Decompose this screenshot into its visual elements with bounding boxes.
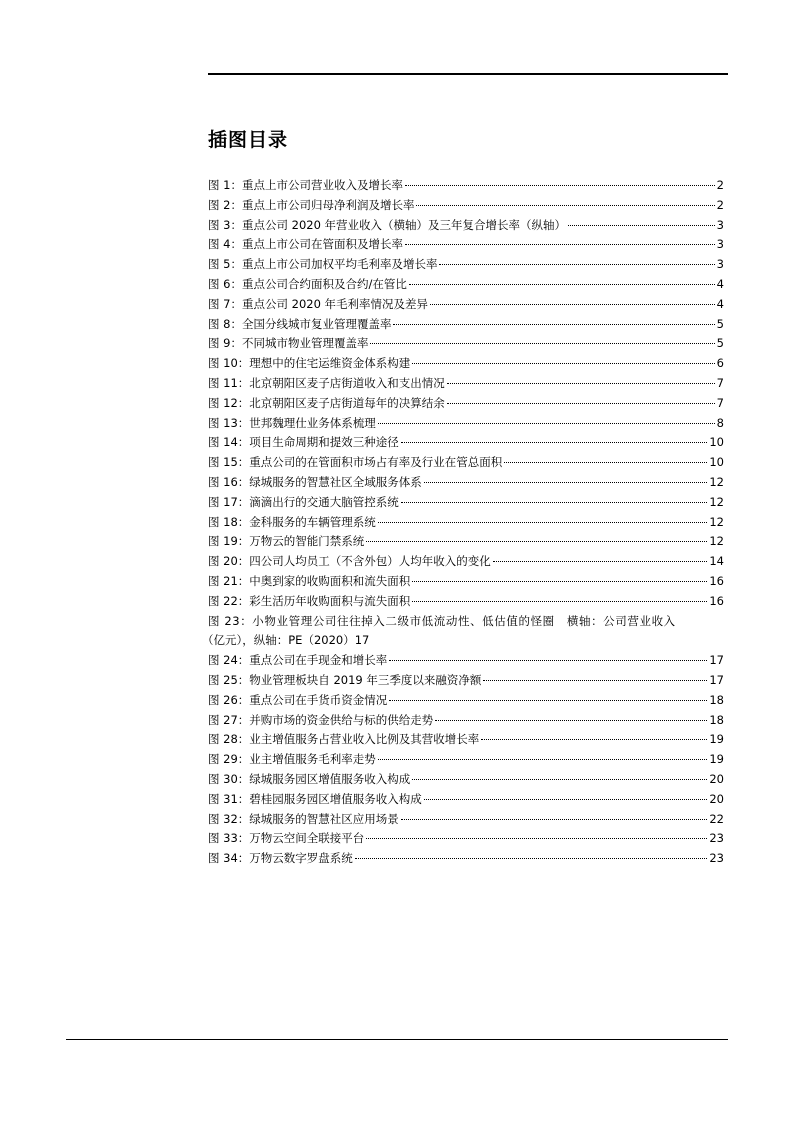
toc-entry-page: 17	[709, 653, 724, 668]
leader-dots	[389, 699, 707, 701]
toc-entry-page: 2	[716, 178, 724, 192]
toc-entry[interactable]	[208, 532, 724, 552]
toc-entry[interactable]	[208, 433, 724, 453]
toc-entry-label: 图 7：重点公司 2020 年毛利率情况及差异	[208, 296, 429, 311]
toc-entry-label: 图 19：万物云的智能门禁系统	[208, 534, 365, 549]
toc-entry[interactable]	[208, 216, 724, 236]
toc-entry[interactable]	[208, 651, 724, 671]
toc-entry-page: 5	[716, 336, 724, 351]
toc-entry-label: 图 8：全国分线城市复业管理覆盖率	[208, 316, 392, 331]
leader-dots	[568, 224, 715, 226]
bottom-rule	[66, 1039, 728, 1040]
toc-entry[interactable]	[208, 572, 724, 592]
toc-entry[interactable]	[208, 691, 724, 711]
toc-entry[interactable]	[208, 414, 724, 434]
toc-entry[interactable]	[208, 552, 724, 572]
leader-dots	[424, 798, 708, 800]
toc-entry-label: 图 17：滴滴出行的交通大脑管控系统	[208, 494, 399, 509]
leader-dots	[401, 501, 708, 503]
toc-entry-label: 图 3：重点公司 2020 年营业收入（横轴）及三年复合增长率（纵轴）	[208, 217, 567, 232]
toc-entry-page: 3	[716, 257, 724, 272]
leader-dots	[412, 778, 707, 780]
toc-entry-label: 图 20：四公司人均员工（不含外包）人均年收入的变化	[208, 554, 491, 569]
toc-entry-page: 18	[709, 692, 724, 707]
leader-dots	[493, 560, 708, 562]
toc-entry-page: 7	[716, 375, 724, 390]
toc-entry-page: 16	[709, 573, 724, 588]
toc-entry[interactable]	[208, 770, 724, 790]
toc-entry-label: 图 13：世邦魏理仕业务体系梳理	[208, 415, 376, 430]
toc-entry-label: 图 16：绿城服务的智慧社区全域服务体系	[208, 474, 422, 489]
toc-entry-label: 图 6：重点公司合约面积及合约/在管比	[208, 276, 407, 291]
leader-dots	[504, 461, 707, 463]
toc-entry-label: 图 33：万物云空间全联接平台	[208, 831, 365, 846]
leader-dots	[483, 679, 707, 681]
top-rule	[208, 73, 728, 75]
toc-entry-page: 12	[709, 514, 724, 529]
toc-entry-label: 图 14：项目生命周期和提效三种途径	[208, 435, 399, 450]
toc-entry[interactable]	[208, 849, 724, 869]
toc-entry-page: 5	[716, 316, 724, 331]
toc-entry[interactable]	[208, 275, 724, 295]
leader-dots	[378, 521, 708, 523]
toc-entry-label: 图 5：重点上市公司加权平均毛利率及增长率	[208, 257, 438, 272]
toc-entry-page: 23	[709, 851, 724, 866]
leader-dots	[393, 323, 714, 325]
toc-entry-label: 图 25：物业管理板块自 2019 年三季度以来融资净额	[208, 672, 482, 687]
toc-entry-label: 图 1：重点上市公司营业收入及增长率	[208, 178, 403, 192]
toc-entry-label: 图 23：小物业管理公司往往掉入二级市低流动性、低估值的怪圈 横轴：公司营业收入	[208, 613, 676, 628]
toc-entry-page: 12	[709, 474, 724, 489]
toc-entry-label: 图 30：绿城服务园区增值服务收入构成	[208, 771, 411, 786]
page-title: 插图目录	[208, 129, 289, 151]
toc-entry[interactable]	[208, 176, 724, 196]
leader-dots	[401, 818, 708, 820]
toc-entry-label: 图 4：重点上市公司在管面积及增长率	[208, 237, 403, 252]
toc-entry-page: 12	[709, 494, 724, 509]
toc-entry-label-cont: （亿元），纵轴：PE（2020）	[202, 633, 355, 648]
toc-entry-label: 图 31：碧桂园服务园区增值服务收入构成	[208, 791, 422, 806]
toc-entry-page: 7	[716, 395, 724, 410]
leader-dots	[430, 303, 715, 305]
toc-entry-label: 图 27：并购市场的资金供给与标的供给走势	[208, 712, 434, 727]
leader-dots	[405, 243, 715, 245]
toc-entry[interactable]	[208, 374, 724, 394]
toc-entry-page: 20	[709, 771, 724, 786]
toc-entry-label: 图 21：中奥到家的收购面积和流失面积	[208, 573, 411, 588]
toc-entry[interactable]	[208, 829, 724, 849]
toc-entry[interactable]	[208, 730, 724, 750]
toc-entry-page: 10	[709, 455, 724, 470]
toc-entry-label: 图 2：重点上市公司归母净利润及增长率	[208, 197, 415, 212]
toc-entry-page: 14	[709, 554, 724, 569]
toc-entry-page: 4	[716, 296, 724, 311]
leader-dots	[412, 580, 707, 582]
toc-entry-page: 8	[716, 415, 724, 430]
leader-dots	[366, 540, 707, 542]
toc-entry[interactable]	[208, 711, 724, 731]
toc-entry-page: 20	[709, 791, 724, 806]
toc-entry-page: 3	[716, 237, 724, 252]
toc-entry[interactable]	[208, 671, 724, 691]
toc-entry-label: 图 34：万物云数字罗盘系统	[208, 851, 353, 866]
leader-dots	[409, 283, 715, 285]
leader-dots	[370, 342, 714, 344]
toc-entry[interactable]	[208, 513, 724, 533]
toc-entry-label: 图 11：北京朝阳区麦子店街道收入和支出情况	[208, 375, 445, 390]
leader-dots	[481, 738, 707, 740]
figure-toc	[202, 176, 724, 869]
toc-entry-page: 19	[709, 732, 724, 747]
leader-dots	[416, 204, 714, 206]
toc-entry[interactable]	[208, 334, 724, 354]
toc-entry[interactable]	[208, 473, 724, 493]
leader-dots	[366, 837, 707, 839]
leader-dots	[378, 758, 708, 760]
leader-dots	[439, 263, 714, 265]
toc-entry[interactable]	[208, 453, 724, 473]
toc-entry[interactable]	[208, 394, 724, 414]
toc-entry-page: 23	[709, 831, 724, 846]
leader-dots	[447, 402, 715, 404]
leader-dots	[424, 481, 708, 483]
toc-entry-page: 3	[716, 217, 724, 232]
leader-dots	[435, 719, 707, 721]
toc-entry[interactable]	[208, 354, 724, 374]
toc-entry-page: 16	[709, 593, 724, 608]
toc-entry[interactable]	[208, 810, 724, 830]
toc-entry[interactable]	[208, 295, 724, 315]
toc-entry[interactable]	[208, 493, 724, 513]
toc-entry-page: 12	[709, 534, 724, 549]
toc-entry-page: 19	[709, 752, 724, 767]
leader-dots	[378, 422, 715, 424]
toc-entry-page: 22	[709, 811, 724, 826]
toc-entry-label: 图 9：不同城市物业管理覆盖率	[208, 336, 369, 351]
leader-dots	[401, 441, 708, 443]
toc-entry[interactable]	[208, 196, 724, 216]
toc-entry-label: 图 26：重点公司在手货币资金情况	[208, 692, 388, 707]
toc-entry[interactable]	[208, 750, 724, 770]
leader-dots	[355, 857, 708, 859]
toc-entry-page: 2	[716, 197, 724, 212]
toc-entry-label: 图 32：绿城服务的智慧社区应用场景	[208, 811, 399, 826]
toc-entry-page: 6	[716, 356, 724, 371]
toc-entry-label: 图 10：理想中的住宅运维资金体系构建	[208, 356, 411, 371]
toc-entry-page: 17	[354, 633, 370, 648]
toc-entry[interactable]	[208, 592, 724, 612]
toc-entry-label: 图 15：重点公司的在管面积市场占有率及行业在管总面积	[208, 455, 503, 470]
toc-entry[interactable]	[208, 255, 724, 275]
toc-entry-label: 图 12：北京朝阳区麦子店街道每年的决算结余	[208, 395, 445, 410]
toc-entry[interactable]	[208, 790, 724, 810]
toc-entry-page: 10	[709, 435, 724, 450]
toc-entry-label: 图 22：彩生活历年收购面积与流失面积	[208, 593, 411, 608]
toc-entry[interactable]	[208, 315, 724, 335]
leader-dots	[412, 362, 714, 364]
toc-entry-label: 图 18：金科服务的车辆管理系统	[208, 514, 376, 529]
toc-entry-label: 图 24：重点公司在手现金和增长率	[208, 653, 388, 668]
toc-entry[interactable]	[208, 235, 724, 255]
toc-entry-page: 18	[709, 712, 724, 727]
leader-dots	[447, 382, 715, 384]
toc-entry-page: 4	[716, 276, 724, 291]
leader-dots	[405, 184, 715, 186]
toc-entry-label: 图 28：业主增值服务占营业收入比例及其营收增长率	[208, 732, 480, 747]
toc-entry-page: 17	[709, 672, 724, 687]
toc-entry-label: 图 29：业主增值服务毛利率走势	[208, 752, 376, 767]
leader-dots	[412, 600, 707, 602]
leader-dots	[389, 659, 707, 661]
toc-entry[interactable]	[202, 612, 724, 652]
